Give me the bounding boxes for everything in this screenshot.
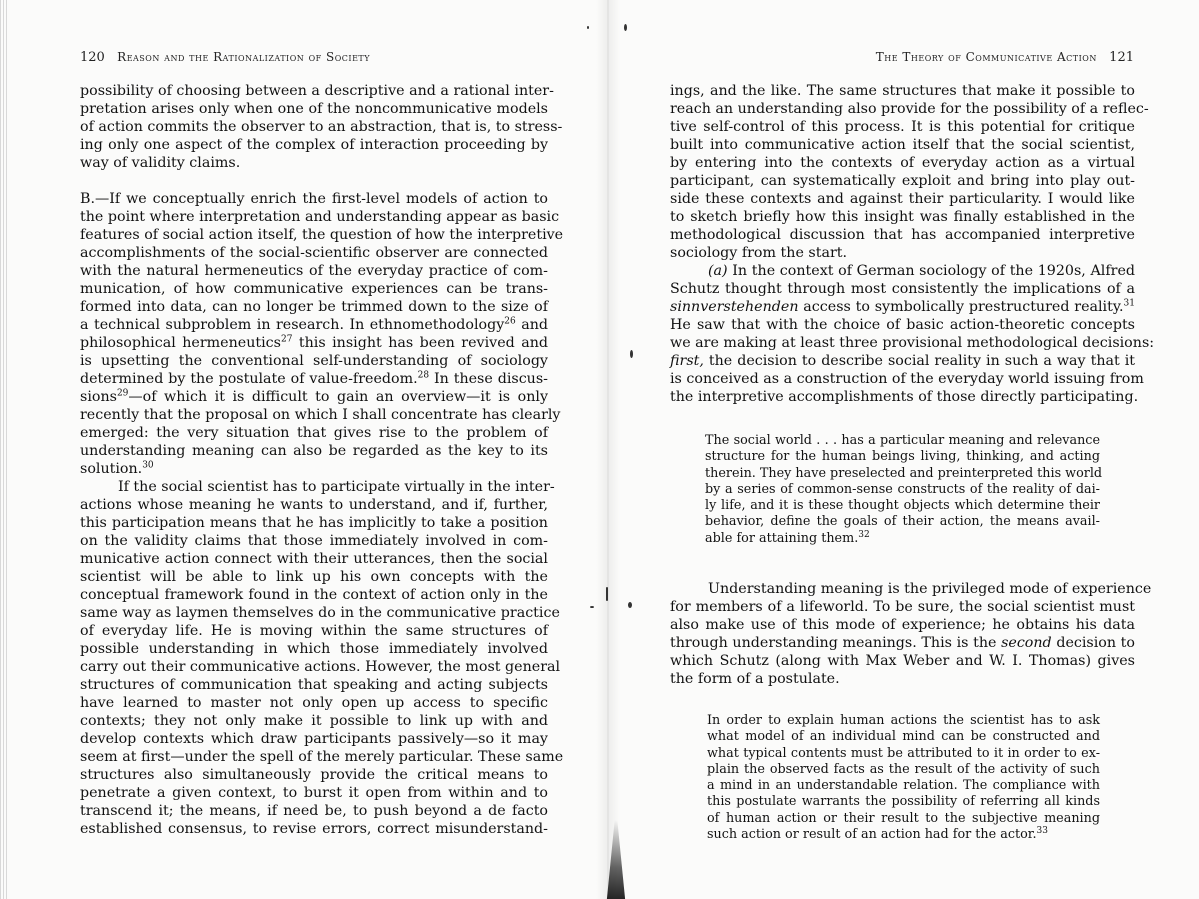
quote-line: therein. They have preselected and preinterpreted this world [705,465,1103,481]
right-body-text [670,82,1155,406]
right-running-title: The Theory of Communicative Action [875,50,1097,64]
left-paragraph-2 [80,190,564,478]
text-line: of everyday life. He is moving within the same structures of [80,623,548,639]
text-line: which Schutz (along with Max Weber and W. I. Thomas) gives [670,653,1135,669]
text-segment: a technical subproblem in research. In ethnomethodology [80,317,505,333]
left-running-head [80,50,560,65]
text-line: contexts; they not only make it possible to link up with and [80,713,548,729]
block-quote-1 [705,433,1103,547]
text-line: on the validity claims that those immediately involved in com- [80,533,548,549]
footnote-ref: 28 [417,370,430,381]
text-line: ing only one aspect of the complex of interaction proceeding by [80,137,548,153]
text-line: scientist will be able to link up his own concepts with the [80,569,548,585]
footnote-ref: 33 [1036,825,1048,836]
text-segment: access to symbolically prestructured reality. [798,299,1124,315]
text-line: formed into data, can no longer be trimmed down to the size of [80,299,548,315]
text-line [670,262,1135,280]
text-line: way of validity claims. [80,155,241,171]
text-line: is conceived as a construction of the everyday world issuing from [670,371,1144,387]
text-segment: sinnverstehenden [670,299,799,315]
left-page-number: 120 [80,50,105,65]
right-paragraph-2 [670,262,1155,406]
text-line: this participation means that he has implicitly to take a position [80,515,548,531]
text-line: by entering into the contexts of everyday action as a virtual [670,155,1135,171]
footnote-ref: 27 [280,334,293,345]
text-line: the interpretive accomplishments of those directly participating. [670,389,1139,405]
text-segment: decision to [1051,635,1135,651]
text-line: pretation arises only when one of the noncommunicative models [80,101,548,117]
quote-line: behavior, define the goals of their action, the means avail- [705,514,1100,530]
text-line: seem at first—under the spell of the merely particular. These same [80,749,564,765]
left-body-text [80,82,564,838]
text-line: is upsetting the conventional self-understanding of sociology [80,353,548,369]
text-line: reach an understanding also provide for the possibility of a reflec- [670,101,1149,117]
text-line: established consensus, to revise errors, correct misunderstand- [80,821,548,837]
text-line: carry out their communicative actions. However, the most general [80,659,561,675]
text-line: municative action connect with their utterances, then the social [80,551,548,567]
text-line: emerged: the very situation that gives rise to the problem of [80,425,548,441]
quote-line: what typical contents must be attributed to it in order to ex- [707,745,1100,761]
text-segment: through understanding meanings. This is the [670,635,1002,651]
text-line: for members of a lifeworld. To be sure, the social scientist must [670,599,1135,615]
text-line: with the natural hermeneutics of the everyday practice of com- [80,263,548,279]
quote-line: what model of an individual mind can be constructed and [707,729,1100,745]
text-segment: determined by the postulate of value-freedom. [80,371,418,387]
text-line: recently that the proposal on which I shall concentrate has clearly [80,407,561,423]
text-line: to sketch briefly how this insight was finally established in the [670,209,1135,225]
text-line: ings, and the like. The same structures that make it possible to [670,83,1135,99]
text-line [80,370,548,388]
right-paragraph-3 [670,580,1152,688]
text-line: tive self-control of this process. It is this potential for critique [670,119,1135,135]
text-line: methodological discussion that has accompanied interpretive [670,227,1135,243]
quote-line: The social world . . . has a particular meaning and relevance [705,433,1100,448]
right-running-head [876,50,1134,65]
quote-line [705,531,1100,547]
text-line: accomplishments of the social-scientific observer are connected [80,245,548,261]
text-line: Schutz thought through most consistently the implications of a [670,281,1135,297]
quote-line [707,827,1100,843]
footnote-ref: 32 [858,529,870,540]
text-line [80,460,548,478]
text-segment: the decision to describe social reality in such a way that it [703,353,1135,369]
text-segment: solution. [80,461,143,477]
text-segment: sions [80,389,117,405]
text-segment: —of which it is difficult to gain an overview—it is only [128,389,548,405]
text-line: possible understanding in which those immediately involved [80,641,548,657]
text-line: munication, of how communicative experiences can be trans- [80,281,548,297]
text-line: sociology from the start. [670,245,848,261]
left-paragraph-1 [80,82,563,172]
right-page-number: 121 [1109,50,1134,65]
text-line: structures of communication that speaking and acting subjects [80,677,548,693]
text-line [80,388,548,406]
text-line: the point where interpretation and understanding appear as basic [80,209,560,225]
text-line: develop contexts which draw participants passively—so it may [80,731,548,747]
text-line: structures also simultaneously provide the critical means to [80,767,548,783]
quote-line: structure for the human beings living, thinking, and acting [705,449,1100,465]
text-line: Understanding meaning is the privileged mode of experience [708,581,1152,597]
footnote-ref: 31 [1123,298,1135,309]
footnote-ref: 30 [142,460,154,471]
quote-line: plain the observed facts as the result of the activity of such [707,761,1100,777]
block-quote-2 [707,713,1100,843]
quote-line: ly life, and it is these thought objects which determine their [705,498,1100,514]
quote-line: by a series of common-sense constructs of the reality of dai- [705,481,1100,497]
paragraph-gap [80,172,548,190]
text-segment: able for attaining them. [705,530,859,546]
footnote-ref: 26 [504,316,516,327]
text-line: features of social action itself, the question of how the interpretive [80,227,564,243]
left-paragraph-3 [80,478,564,838]
text-line: conceptual framework found in the context of action only in the [80,587,548,603]
text-line: side these contexts and against their particularity. I would like [670,191,1135,207]
text-line: built into communicative action itself that the social scientist, [670,137,1135,153]
text-line: also make use of this mode of experience; he obtains his data [670,617,1135,633]
text-line: possibility of choosing between a descriptive and a rational inter- [80,83,554,99]
footnote-ref: 29 [116,388,129,399]
text-segment: philosophical hermeneutics [80,335,281,351]
text-line: actions whose meaning he wants to understand, and if, further, [80,497,548,513]
ink-speck [587,26,589,29]
text-line: understanding meaning can also be regarded as the key to its [80,443,548,459]
text-line: B.—If we conceptually enrich the first-level models of action to [80,191,548,207]
quote-line: a mind in an understandable relation. The compliance with [707,778,1100,794]
ink-speck [590,606,594,608]
text-line: we are making at least three provisional methodological decisions: [670,335,1155,351]
text-segment: second [1001,635,1052,651]
text-line: If the social scientist has to participate virtually in the inter- [118,479,555,495]
text-segment: In these discus- [429,371,548,387]
text-line [670,634,1135,652]
text-line: same way as laymen themselves do in the communicative practice [80,605,560,621]
quote-line: In order to explain human actions the scientist has to ask [707,713,1100,728]
text-segment: first, [670,353,704,369]
text-segment: this insight has been revived and [292,335,548,351]
text-line: transcend it; the means, if need be, to push beyond a de facto [80,803,548,819]
text-line [80,334,548,352]
text-segment: In the context of German sociology of the 1920s, Alfred [727,263,1135,279]
text-line: participant, can systematically exploit and bring into play out- [670,173,1135,189]
list-marker: (a) [708,263,728,279]
text-line [670,298,1135,316]
text-line [670,352,1135,370]
text-line: of action commits the observer to an abstraction, that is, to stress- [80,119,563,135]
left-running-title: Reason and the Rationalization of Society [117,50,371,64]
text-line: He saw that with the choice of basic action-theoretic concepts [670,317,1135,333]
text-line: the form of a postulate. [670,671,840,687]
right-paragraph-1 [670,82,1149,262]
quote-line: this postulate warrants the possibility of referring all kinds [707,794,1100,810]
quote-line: of human action or their result to the subjective meaning [707,810,1100,826]
text-line [80,316,548,334]
right-page [600,0,1199,899]
text-segment: and [515,317,548,333]
text-line: have learned to master not only open up access to specific [80,695,548,711]
text-line: penetrate a given context, to burst it open from within and to [80,785,548,801]
text-segment: such action or result of an action had for the actor. [707,827,1037,843]
